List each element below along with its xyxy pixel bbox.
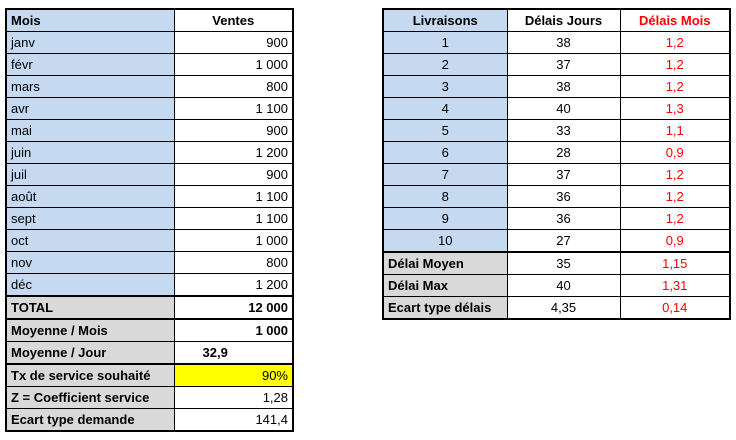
sales-cell[interactable]: 1 000 (174, 54, 293, 76)
sales-cell[interactable]: 900 (174, 164, 293, 186)
days-cell[interactable]: 36 (507, 186, 620, 208)
month-cell[interactable]: sept (6, 208, 174, 230)
avg-day-label[interactable]: Moyenne / Jour (6, 342, 174, 365)
table-row (383, 186, 730, 208)
days-cell[interactable]: 37 (507, 164, 620, 186)
table-row (6, 274, 293, 297)
delivery-number-cell[interactable]: 10 (383, 230, 507, 253)
max-delay-days[interactable]: 40 (507, 275, 620, 297)
months-cell[interactable]: 0,9 (620, 230, 730, 253)
total-row (6, 296, 293, 319)
z-coef-row (6, 387, 293, 409)
table-row (383, 164, 730, 186)
delivery-number-cell[interactable]: 2 (383, 54, 507, 76)
delivery-number-cell[interactable]: 6 (383, 142, 507, 164)
sales-cell[interactable]: 1 100 (174, 186, 293, 208)
demand-std-value[interactable]: 141,4 (174, 409, 293, 432)
service-rate-label[interactable]: Tx de service souhaité (6, 364, 174, 387)
sales-cell[interactable]: 800 (174, 76, 293, 98)
delivery-table (382, 8, 731, 320)
month-cell[interactable]: déc (6, 274, 174, 297)
service-rate-row (6, 364, 293, 387)
days-cell[interactable]: 40 (507, 98, 620, 120)
std-delay-months[interactable]: 0,14 (620, 297, 730, 320)
total-label[interactable]: TOTAL (6, 296, 174, 319)
sales-cell[interactable]: 1 100 (174, 98, 293, 120)
days-cell[interactable]: 38 (507, 32, 620, 54)
sales-cell[interactable]: 1 200 (174, 142, 293, 164)
table-row (6, 164, 293, 186)
table-row (383, 98, 730, 120)
sales-cell[interactable]: 1 100 (174, 208, 293, 230)
delivery-number-cell[interactable]: 4 (383, 98, 507, 120)
months-cell[interactable]: 1,2 (620, 164, 730, 186)
sales-cell[interactable]: 1 200 (174, 274, 293, 297)
avg-delay-row (383, 252, 730, 275)
days-cell[interactable]: 28 (507, 142, 620, 164)
month-cell[interactable]: mai (6, 120, 174, 142)
month-cell[interactable]: juil (6, 164, 174, 186)
delivery-number-cell[interactable]: 5 (383, 120, 507, 142)
avg-month-row (6, 319, 293, 342)
std-delay-row (383, 297, 730, 320)
delivery-header-row (383, 9, 730, 32)
month-cell[interactable]: oct (6, 230, 174, 252)
month-cell[interactable]: avr (6, 98, 174, 120)
table-row (383, 120, 730, 142)
table-row (383, 54, 730, 76)
z-coef-label[interactable]: Z = Coefficient service (6, 387, 174, 409)
max-delay-months[interactable]: 1,31 (620, 275, 730, 297)
table-row (6, 208, 293, 230)
days-cell[interactable]: 36 (507, 208, 620, 230)
service-rate-value[interactable]: 90% (174, 364, 293, 387)
month-cell[interactable]: févr (6, 54, 174, 76)
sales-column-header[interactable]: Ventes (174, 9, 293, 32)
table-row (6, 120, 293, 142)
sales-header-row (6, 9, 293, 32)
delivery-number-cell[interactable]: 9 (383, 208, 507, 230)
sales-cell[interactable]: 900 (174, 120, 293, 142)
avg-delay-days[interactable]: 35 (507, 252, 620, 275)
table-row (6, 98, 293, 120)
days-column-header[interactable]: Délais Jours (507, 9, 620, 32)
months-cell[interactable]: 1,2 (620, 208, 730, 230)
sales-cell[interactable]: 900 (174, 32, 293, 54)
months-cell[interactable]: 1,2 (620, 186, 730, 208)
month-column-header[interactable]: Mois (6, 9, 174, 32)
table-row (383, 32, 730, 54)
table-row (6, 54, 293, 76)
months-cell[interactable]: 1,2 (620, 76, 730, 98)
delivery-number-cell[interactable]: 3 (383, 76, 507, 98)
demand-std-label[interactable]: Ecart type demande (6, 409, 174, 432)
delivery-number-cell[interactable]: 1 (383, 32, 507, 54)
sales-cell[interactable]: 800 (174, 252, 293, 274)
avg-day-value[interactable]: 32,9 (174, 342, 293, 365)
table-row (383, 76, 730, 98)
delivery-column-header[interactable]: Livraisons (383, 9, 507, 32)
month-cell[interactable]: mars (6, 76, 174, 98)
months-cell[interactable]: 1,2 (620, 54, 730, 76)
max-delay-label[interactable]: Délai Max (383, 275, 507, 297)
table-row (6, 230, 293, 252)
avg-month-value[interactable]: 1 000 (174, 319, 293, 342)
months-cell[interactable]: 0,9 (620, 142, 730, 164)
days-cell[interactable]: 27 (507, 230, 620, 253)
avg-delay-months[interactable]: 1,15 (620, 252, 730, 275)
demand-std-row (6, 409, 293, 432)
table-row (383, 142, 730, 164)
sales-cell[interactable]: 1 000 (174, 230, 293, 252)
avg-delay-label[interactable]: Délai Moyen (383, 252, 507, 275)
sales-table (5, 8, 294, 432)
std-delay-label[interactable]: Ecart type délais (383, 297, 507, 320)
delivery-number-cell[interactable]: 7 (383, 164, 507, 186)
months-cell[interactable]: 1,1 (620, 120, 730, 142)
delivery-number-cell[interactable]: 8 (383, 186, 507, 208)
z-coef-value[interactable]: 1,28 (174, 387, 293, 409)
table-row (6, 32, 293, 54)
days-cell[interactable]: 33 (507, 120, 620, 142)
months-cell[interactable]: 1,3 (620, 98, 730, 120)
total-value[interactable]: 12 000 (174, 296, 293, 319)
month-cell[interactable]: août (6, 186, 174, 208)
month-cell[interactable]: nov (6, 252, 174, 274)
months-cell[interactable]: 1,2 (620, 32, 730, 54)
std-delay-days[interactable]: 4,35 (507, 297, 620, 320)
table-row (6, 186, 293, 208)
days-cell[interactable]: 37 (507, 54, 620, 76)
month-cell[interactable]: juin (6, 142, 174, 164)
max-delay-row (383, 275, 730, 297)
days-cell[interactable]: 38 (507, 76, 620, 98)
table-row (6, 142, 293, 164)
table-row (383, 230, 730, 253)
table-row (6, 252, 293, 274)
months-column-header[interactable]: Délais Mois (620, 9, 730, 32)
avg-month-label[interactable]: Moyenne / Mois (6, 319, 174, 342)
avg-day-row (6, 342, 293, 365)
table-row (383, 208, 730, 230)
table-row (6, 76, 293, 98)
month-cell[interactable]: janv (6, 32, 174, 54)
